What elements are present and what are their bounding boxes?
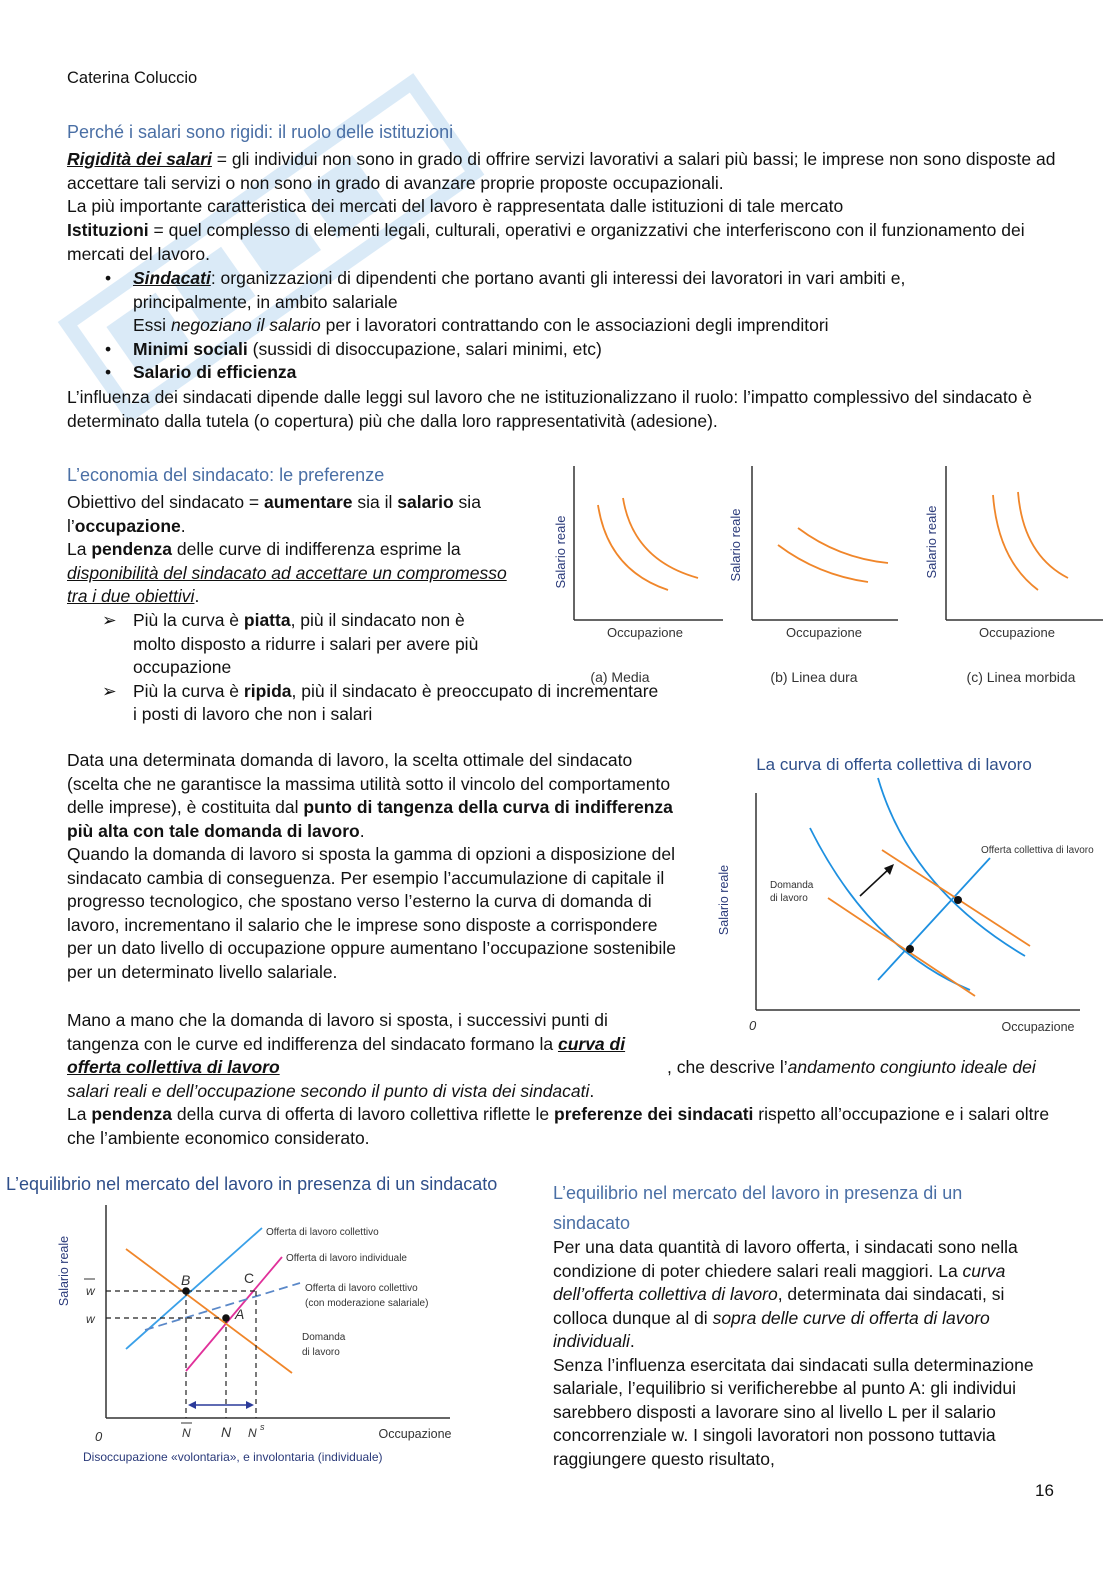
collective-supply-line [126,1228,262,1349]
x-axis-label: Occupazione [979,625,1055,640]
w-bar-label: w [86,1284,95,1298]
ns-superscript: s [260,1422,265,1432]
list-item: ➢ Più la curva è ripida, più il sindacato è preoccupato di incrementare i posti di lavoro che non i salari [102,680,659,724]
demand-label: Domanda [770,880,814,891]
caption-linea-morbida: (c) Linea morbida [966,669,1076,685]
x-axis-label: Occupazione [1001,1020,1075,1034]
indifference-curves-figure [548,460,1108,695]
y-axis-label: Salario reale [717,864,731,936]
y-axis-label: Salario reale [728,508,743,582]
origin-label: 0 [95,1429,103,1444]
supply-label: Offerta collettiva di lavoro [981,845,1094,856]
x-axis-label: Occupazione [607,625,683,640]
tangency-point [906,945,914,953]
list-item: • Salario di efficienza [105,362,297,382]
collective-supply-label: Offerta di lavoro collettivo [266,1227,379,1238]
paragraph-istituzioni: Istituzioni = quel complesso di elementi legali, culturali, operativi e organizzativi che interferiscono con il funzionamento dei mercati del lavoro. [67,220,1025,264]
w-label: w [86,1312,95,1326]
x-axis-label: Occupazione [378,1427,452,1441]
moderated-supply-label: (con moderazione salariale) [305,1298,429,1309]
list-item: • Sindacati: organizzazioni di dipendenti che portano avanti gli interessi dei lavoratori in vari ambiti e, principalmente, in ambito salariale [105,268,906,312]
ns-label: N [248,1426,257,1440]
moderated-supply-label: Offerta di lavoro collettivo [305,1283,418,1294]
paragraph-influenza: L’influenza dei sindacati dipende dalle leggi sul lavoro che ne istituzionalizzano il ruolo: l’impatto complessivo del sindacato è determinato dalla tutela (o copertura) più che dalla loro rappresentatività (adesione). [67,387,1033,431]
page-number: 16 [1035,1481,1054,1500]
point-C-label: C [244,1270,255,1286]
indifference-curve [598,505,668,590]
point-B-label: B [181,1272,191,1288]
y-axis-label: Salario reale [57,1235,71,1307]
paragraph-curva-offerta: Mano a mano che la domanda di lavoro si sposta, i successivi punti di tangenza con le curve ed indifferenza del sindacato formano la curva di offerta collettiva di lavoro , che descrive l’andamento congiunto ideale dei salari reali e dell’occupazione secondo il punto di vista dei sindacati. La pendenza della curva di offerta di lavoro collettiva riflette le preferenze dei sindacati rispetto all’occupazione e i salari oltre che l’ambiente economico considerato. [67,1010,1050,1148]
arrow-right-icon [246,1401,254,1409]
section-heading-preferenze: L’economia del sindacato: le preferenze [67,465,385,485]
term-istituzioni: Istituzioni [67,220,149,240]
list-item: ➢ Più la curva è piatta, più il sindacato non è molto disposto a ridurre i salari per avere più occupazione [102,610,479,677]
y-axis-label: Salario reale [924,505,939,579]
arrow-bullet-icon: ➢ [102,680,117,701]
figure-caption: Disoccupazione «volontaria», e involontaria (individuale) [83,1450,383,1464]
section-heading-equilibrio: L’equilibrio nel mercato del lavoro in presenza di un sindacato [553,1183,963,1233]
arrow-bullet-icon: ➢ [102,610,117,630]
section-heading-istituzioni: Perché i salari sono rigidi: il ruolo delle istituzioni [67,122,454,142]
union-equilibrium-figure [0,1165,540,1475]
demand-line [126,1249,292,1373]
n-label: N [221,1424,232,1440]
paragraph-rigidita: Rigidità dei salari = gli individui non sono in grado di offrire servizi lavorativi a salari più bassi; le imprese non sono disposte ad accettare tali servizi o non sono in grado di avanzare proprie proposte occupazionali. [67,149,1056,193]
y-axis-label: Salario reale [553,515,568,589]
n-bar-label: N [182,1426,191,1440]
panel-linea-dura [728,466,898,685]
figure-title: La curva di offerta collettiva di lavoro [756,755,1032,774]
indifference-curve [1018,492,1068,578]
paragraph-obiettivo: Obiettivo del sindacato = aumentare sia il salario sia l’occupazione. La pendenza delle curve di indifferenza esprime la disponibilità del sindacato ad accettare un compromesso tra i due obiettivi. [67,492,507,606]
panel-linea-morbida [924,466,1103,685]
list-item: • Minimi sociali (sussidi di disoccupazione, salari minimi, etc) [105,338,602,359]
caption-linea-dura: (b) Linea dura [770,669,858,685]
figure-title: L’equilibrio nel mercato del lavoro in presenza di un sindacato [6,1174,498,1194]
moderated-supply-line [145,1283,300,1330]
demand-label: di lavoro [770,893,808,904]
indifference-curve [798,528,888,563]
demand-label: Domanda [302,1332,346,1343]
indifference-curve [778,545,868,582]
term-rigidita: Rigidità dei salari [67,149,212,169]
paragraph-equilibrio: Per una data quantità di lavoro offerta, i sindacati sono nella condizione di poter chiedere salari reali maggiori. La curva dell’offerta collettiva di lavoro, determinata dai sindacati, si colloca dunque al di sopra delle curve di offerta di lavoro individuali. Senza l’influenza esercitata dai sindacati sulla determinazione salariale, l’equilibrio si verificherebbe al punto A: gli individui sarebbero disposti a lavorare sino al livello L per il salario concorrenziale w. I singoli lavoratori non possono tuttavia raggiungere questo risultato, [553,1237,1034,1469]
point-A-label: A [235,1306,245,1322]
point-B [182,1287,190,1295]
demand-label: di lavoro [302,1347,340,1358]
arrow-head-icon [884,864,894,875]
x-axis-label: Occupazione [786,625,862,640]
indifference-curve [623,498,698,578]
caption-media: (a) Media [590,669,650,685]
collective-supply-figure [700,748,1110,1043]
individual-supply-label: Offerta di lavoro individuale [286,1253,407,1264]
tangency-point [954,896,962,904]
origin-label: 0 [749,1018,757,1033]
institutions-list [67,267,1027,385]
list-item-continuation: Essi negoziano il salario per i lavoratori contrattando con le associazioni degli imprenditori [133,315,829,335]
paragraph-scelta-ottimale: Data una determinata domanda di lavoro, la scelta ottimale del sindacato (scelta che ne garantisce la massima utilità sotto il vincolo del comportamento delle imprese), è costituita dal punto di tangenza della curva di indifferenza più alta con tale domanda di lavoro. Quando la domanda di lavoro si sposta la gamma di opzioni a disposizione del sindacato cambia di conseguenza. Per esempio l’accumulazione di capitale il progresso tecnologico, che spostano verso l’esterno la curva di domanda di lavoro, incrementano il salario che le imprese sono disposte a corrispondere per un dato livello di occupazione oppure aumentano l’occupazione sostenibile per un determinato livello salariale. [67,750,677,982]
panel-media [553,466,723,685]
demand-line [828,898,975,996]
author-name: Caterina Coluccio [67,69,198,87]
point-A [222,1314,230,1322]
arrow-left-icon [188,1401,196,1409]
paragraph-istituzioni-intro: La più importante caratteristica dei mercati del lavoro è rappresentata dalle istituzioni di tale mercato [67,196,844,216]
shift-arrow [860,868,890,896]
